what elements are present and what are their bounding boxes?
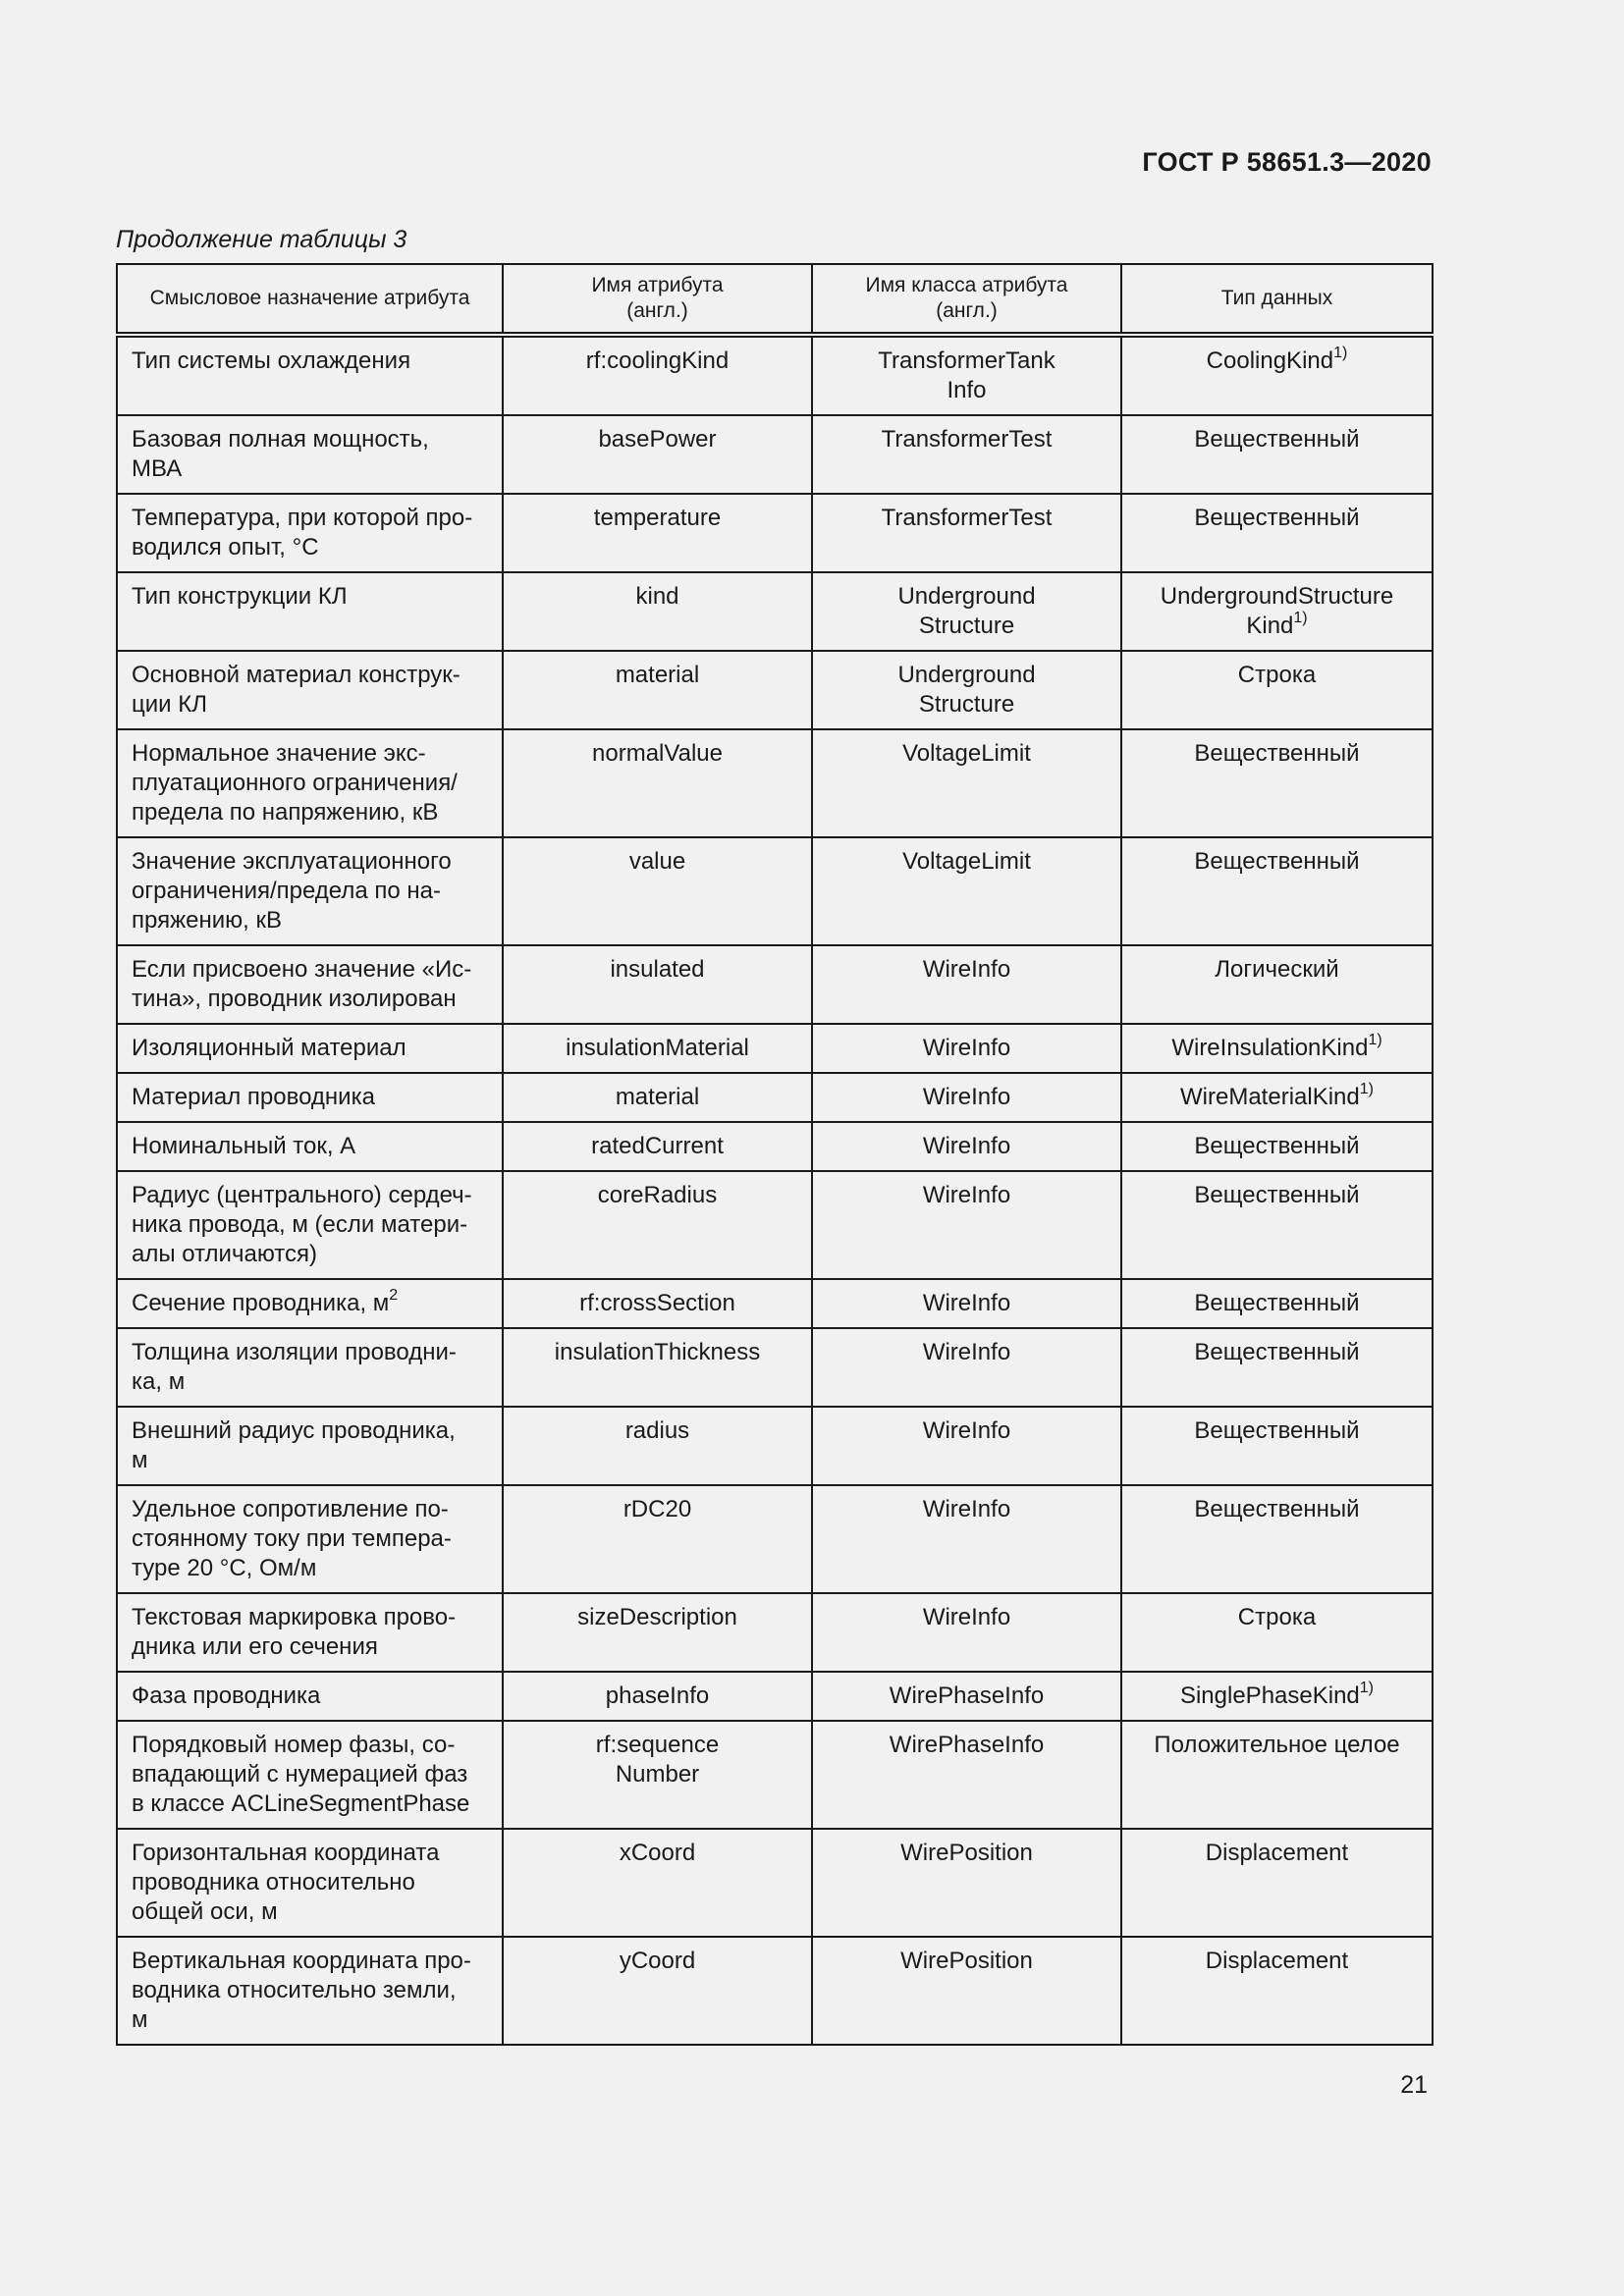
table-row: [117, 1328, 1433, 1407]
cell-data-type: [1121, 1073, 1433, 1122]
cell-meaning: [117, 651, 503, 729]
cell-attribute-class-text: WirePosition: [900, 1948, 1033, 1974]
cell-meaning-text: Изоляционный материал: [132, 1035, 406, 1061]
cell-meaning: [117, 1937, 503, 2045]
table-row: [117, 1073, 1433, 1122]
cell-data-type-text: SinglePhaseKind: [1179, 1682, 1360, 1709]
cell-meaning-text: Внешний радиус проводника, м: [132, 1417, 456, 1473]
cell-data-type-text: Вещественный: [1194, 1496, 1360, 1522]
cell-attribute-class-text: WireInfo: [922, 1290, 1011, 1316]
cell-meaning-superscript: 2: [389, 1287, 399, 1304]
cell-attribute-class: [812, 1485, 1121, 1593]
table-row: [117, 1024, 1433, 1073]
cell-data-type: [1121, 1279, 1433, 1328]
cell-attribute-name: [503, 415, 812, 494]
cell-attribute-name-text: normalValue: [592, 740, 723, 767]
cell-meaning-text: Тип конструкции КЛ: [132, 583, 348, 610]
cell-data-type-superscript: 1): [1368, 1032, 1382, 1048]
cell-attribute-name-text: kind: [635, 583, 679, 610]
cell-attribute-class: [812, 335, 1121, 415]
cell-data-type: [1121, 729, 1433, 837]
cell-meaning: [117, 1672, 503, 1721]
cell-attribute-class-text: Underground Structure: [897, 583, 1036, 639]
header-attribute-name: Имя атрибута (англ.): [503, 264, 812, 335]
cell-attribute-name: [503, 1024, 812, 1073]
cell-attribute-class: [812, 651, 1121, 729]
cell-attribute-class: [812, 1672, 1121, 1721]
cell-attribute-name-text: ratedCurrent: [591, 1133, 724, 1159]
table-row: [117, 1407, 1433, 1485]
cell-attribute-class: [812, 1328, 1121, 1407]
cell-attribute-name-text: coreRadius: [597, 1182, 718, 1208]
cell-meaning-text: Порядковый номер фазы, со- впадающий с нумерацией фаз в классе ACLineSegmentPhase: [132, 1732, 470, 1817]
cell-attribute-name-text: insulationMaterial: [566, 1035, 749, 1061]
cell-data-type: [1121, 1407, 1433, 1485]
table-row: [117, 1171, 1433, 1279]
cell-attribute-name-text: basePower: [598, 426, 717, 453]
table-row: [117, 945, 1433, 1024]
cell-meaning-text: Вертикальная координата про- водника относительно земли, м: [132, 1948, 471, 2033]
cell-data-type-text: Displacement: [1205, 1948, 1349, 1974]
cell-attribute-name: [503, 1328, 812, 1407]
cell-attribute-class-text: Underground Structure: [897, 662, 1036, 718]
cell-data-type-text: WireInsulationKind: [1171, 1035, 1369, 1061]
table-row: [117, 1485, 1433, 1593]
cell-attribute-name-text: sizeDescription: [577, 1604, 737, 1630]
cell-meaning-text: Тип системы охлаждения: [132, 347, 411, 374]
cell-data-type-text: Вещественный: [1194, 1133, 1360, 1159]
cell-data-type: [1121, 651, 1433, 729]
cell-attribute-name-text: rf:coolingKind: [585, 347, 730, 374]
cell-data-type: [1121, 1829, 1433, 1937]
document-code: ГОСТ Р 58651.3—2020: [1142, 147, 1432, 177]
cell-attribute-name: [503, 1937, 812, 2045]
cell-attribute-class-text: WirePhaseInfo: [889, 1682, 1045, 1709]
cell-attribute-name-text: material: [615, 662, 700, 688]
cell-attribute-class-text: WireInfo: [922, 1417, 1011, 1444]
cell-attribute-name-text: rDC20: [623, 1496, 692, 1522]
cell-attribute-name: [503, 1672, 812, 1721]
cell-meaning: [117, 1279, 503, 1328]
cell-meaning-text: Горизонтальная координата проводника относительно общей оси, м: [132, 1840, 440, 1925]
cell-data-type: [1121, 335, 1433, 415]
cell-meaning-text: Сечение проводника, м: [132, 1290, 390, 1316]
cell-attribute-class: [812, 415, 1121, 494]
table-row: [117, 572, 1433, 651]
cell-data-type: [1121, 494, 1433, 572]
cell-data-type-text: Вещественный: [1194, 1339, 1360, 1365]
cell-meaning-text: Удельное сопротивление по- стоянному току при темпера- туре 20 °С, Ом/м: [132, 1496, 452, 1581]
cell-data-type-text: Вещественный: [1194, 505, 1360, 531]
cell-attribute-name: [503, 335, 812, 415]
cell-meaning-text: Основной материал конструк- ции КЛ: [132, 662, 460, 718]
cell-data-type-text: Строка: [1237, 1604, 1317, 1630]
cell-attribute-name-text: radius: [624, 1417, 690, 1444]
cell-meaning: [117, 945, 503, 1024]
header-meaning: Смысловое назначение атрибута: [117, 264, 503, 335]
cell-attribute-class-text: TransformerTest: [881, 426, 1053, 453]
table-row: [117, 415, 1433, 494]
cell-data-type-text: Вещественный: [1194, 1182, 1360, 1208]
cell-data-type: [1121, 1171, 1433, 1279]
cell-attribute-class: [812, 1407, 1121, 1485]
cell-attribute-class-text: WireInfo: [922, 956, 1011, 983]
cell-attribute-class: [812, 494, 1121, 572]
cell-data-type: [1121, 1721, 1433, 1829]
cell-attribute-class: [812, 1721, 1121, 1829]
table-body: [117, 335, 1433, 2045]
cell-data-type: [1121, 572, 1433, 651]
cell-data-type: [1121, 837, 1433, 945]
cell-meaning: [117, 1721, 503, 1829]
cell-meaning-text: Фаза проводника: [132, 1682, 321, 1709]
cell-meaning: [117, 1122, 503, 1171]
cell-data-type: [1121, 1328, 1433, 1407]
cell-attribute-class-text: WireInfo: [922, 1182, 1011, 1208]
cell-data-type-text: Вещественный: [1194, 1417, 1360, 1444]
cell-attribute-class-text: WirePosition: [900, 1840, 1033, 1866]
table-row: [117, 1122, 1433, 1171]
cell-attribute-name: [503, 837, 812, 945]
cell-data-type-text: Вещественный: [1194, 426, 1360, 453]
cell-attribute-class-text: WireInfo: [922, 1133, 1011, 1159]
cell-meaning: [117, 1328, 503, 1407]
table-row: [117, 651, 1433, 729]
cell-meaning-text: Базовая полная мощность, МВА: [132, 426, 429, 482]
cell-meaning-text: Материал проводника: [132, 1084, 375, 1110]
cell-meaning-text: Значение эксплуатационного ограничения/предела по на- пряжению, кВ: [132, 848, 452, 934]
cell-attribute-class-text: TransformerTank Info: [878, 347, 1056, 403]
cell-attribute-class: [812, 572, 1121, 651]
cell-data-type-superscript: 1): [1359, 1680, 1375, 1696]
cell-attribute-name-text: phaseInfo: [605, 1682, 710, 1709]
cell-meaning: [117, 1829, 503, 1937]
cell-data-type-superscript: 1): [1333, 345, 1348, 361]
cell-attribute-class: [812, 1122, 1121, 1171]
cell-attribute-name: [503, 1407, 812, 1485]
cell-attribute-name: [503, 1171, 812, 1279]
cell-data-type-text: Вещественный: [1194, 740, 1360, 767]
cell-attribute-class-text: WireInfo: [922, 1496, 1011, 1522]
table-row: [117, 494, 1433, 572]
cell-meaning-text: Нормальное значение экс- плуатационного ограничения/ предела по напряжению, кВ: [132, 740, 458, 826]
cell-data-type: [1121, 1024, 1433, 1073]
page-number: 21: [1400, 2071, 1428, 2099]
cell-attribute-class: [812, 837, 1121, 945]
cell-attribute-class: [812, 945, 1121, 1024]
cell-attribute-name: [503, 494, 812, 572]
cell-data-type-text: Вещественный: [1194, 848, 1360, 875]
header-data-type: Тип данных: [1121, 264, 1433, 335]
cell-attribute-class: [812, 1937, 1121, 2045]
cell-meaning: [117, 494, 503, 572]
attributes-table: [116, 263, 1434, 2046]
cell-attribute-name-text: insulated: [610, 956, 705, 983]
cell-attribute-class: [812, 1279, 1121, 1328]
cell-data-type: [1121, 415, 1433, 494]
cell-data-type: [1121, 1937, 1433, 2045]
cell-meaning: [117, 1407, 503, 1485]
cell-attribute-name: [503, 945, 812, 1024]
cell-attribute-name-text: insulationThickness: [554, 1339, 761, 1365]
cell-attribute-class: [812, 729, 1121, 837]
cell-meaning-text: Радиус (центрального) сердеч- ника провода, м (если матери- алы отличаются): [132, 1182, 472, 1267]
table-row: [117, 1829, 1433, 1937]
header-attribute-class: Имя класса атрибута (англ.): [812, 264, 1121, 335]
cell-attribute-name: [503, 1829, 812, 1937]
cell-attribute-class: [812, 1024, 1121, 1073]
cell-meaning-text: Номинальный ток, А: [132, 1133, 356, 1159]
cell-attribute-class: [812, 1171, 1121, 1279]
cell-attribute-name: [503, 1721, 812, 1829]
cell-attribute-class-text: TransformerTest: [881, 505, 1053, 531]
cell-attribute-name-text: material: [615, 1084, 700, 1110]
cell-meaning: [117, 1024, 503, 1073]
cell-meaning: [117, 1593, 503, 1672]
cell-attribute-class-text: WireInfo: [922, 1084, 1011, 1110]
cell-attribute-name-text: rf:sequence Number: [595, 1732, 720, 1788]
cell-attribute-name-text: temperature: [593, 505, 722, 531]
table-row: [117, 1593, 1433, 1672]
cell-attribute-class-text: WireInfo: [922, 1339, 1011, 1365]
cell-attribute-name: [503, 1593, 812, 1672]
table-row: [117, 729, 1433, 837]
cell-attribute-class: [812, 1593, 1121, 1672]
table-row: [117, 1279, 1433, 1328]
cell-attribute-name: [503, 1279, 812, 1328]
cell-meaning: [117, 1171, 503, 1279]
table-row: [117, 1721, 1433, 1829]
cell-data-type-text: CoolingKind: [1206, 347, 1334, 374]
cell-attribute-name: [503, 572, 812, 651]
cell-attribute-name: [503, 729, 812, 837]
cell-meaning-text: Если присвоено значение «Ис- тина», проводник изолирован: [132, 956, 472, 1012]
cell-data-type-text: Логический: [1215, 956, 1339, 983]
table-caption: Продолжение таблицы 3: [116, 226, 407, 253]
cell-meaning-text: Текстовая маркировка прово- дника или его сечения: [132, 1604, 457, 1660]
cell-data-type-text: Displacement: [1205, 1840, 1349, 1866]
cell-attribute-class-text: VoltageLimit: [902, 740, 1031, 767]
cell-attribute-class-text: WireInfo: [922, 1035, 1011, 1061]
cell-attribute-name: [503, 1122, 812, 1171]
table-row: [117, 335, 1433, 415]
cell-meaning-text: Температура, при которой про- водился опыт, °С: [132, 505, 473, 561]
cell-attribute-class-text: WireInfo: [922, 1604, 1011, 1630]
cell-data-type-text: Вещественный: [1194, 1290, 1360, 1316]
table-header-row: [117, 264, 1433, 335]
cell-meaning: [117, 837, 503, 945]
cell-attribute-class: [812, 1829, 1121, 1937]
cell-meaning: [117, 1485, 503, 1593]
table-row: [117, 1937, 1433, 2045]
cell-attribute-name: [503, 1485, 812, 1593]
cell-meaning: [117, 415, 503, 494]
cell-meaning: [117, 335, 503, 415]
cell-data-type: [1121, 1485, 1433, 1593]
cell-data-type-text: Положительное целое: [1154, 1732, 1400, 1758]
table-row: [117, 837, 1433, 945]
cell-attribute-name: [503, 651, 812, 729]
cell-data-type: [1121, 1672, 1433, 1721]
cell-data-type-text: UndergroundStructure Kind: [1160, 583, 1394, 639]
cell-attribute-class: [812, 1073, 1121, 1122]
cell-data-type-text: WireMaterialKind: [1180, 1084, 1360, 1110]
cell-data-type: [1121, 1593, 1433, 1672]
cell-attribute-name: [503, 1073, 812, 1122]
cell-attribute-name-text: rf:crossSection: [579, 1290, 735, 1316]
cell-attribute-name-text: value: [628, 848, 686, 875]
cell-attribute-name-text: yCoord: [619, 1948, 696, 1974]
cell-attribute-name-text: xCoord: [619, 1840, 696, 1866]
cell-data-type-superscript: 1): [1359, 1081, 1374, 1097]
cell-data-type-text: Строка: [1237, 662, 1317, 688]
cell-data-type: [1121, 945, 1433, 1024]
cell-data-type-superscript: 1): [1293, 610, 1308, 626]
cell-meaning: [117, 572, 503, 651]
cell-attribute-class-text: VoltageLimit: [902, 848, 1031, 875]
cell-meaning: [117, 1073, 503, 1122]
cell-meaning-text: Толщина изоляции проводни- ка, м: [132, 1339, 457, 1395]
table-row: [117, 1672, 1433, 1721]
cell-data-type: [1121, 1122, 1433, 1171]
cell-meaning: [117, 729, 503, 837]
cell-attribute-class-text: WirePhaseInfo: [889, 1732, 1045, 1758]
